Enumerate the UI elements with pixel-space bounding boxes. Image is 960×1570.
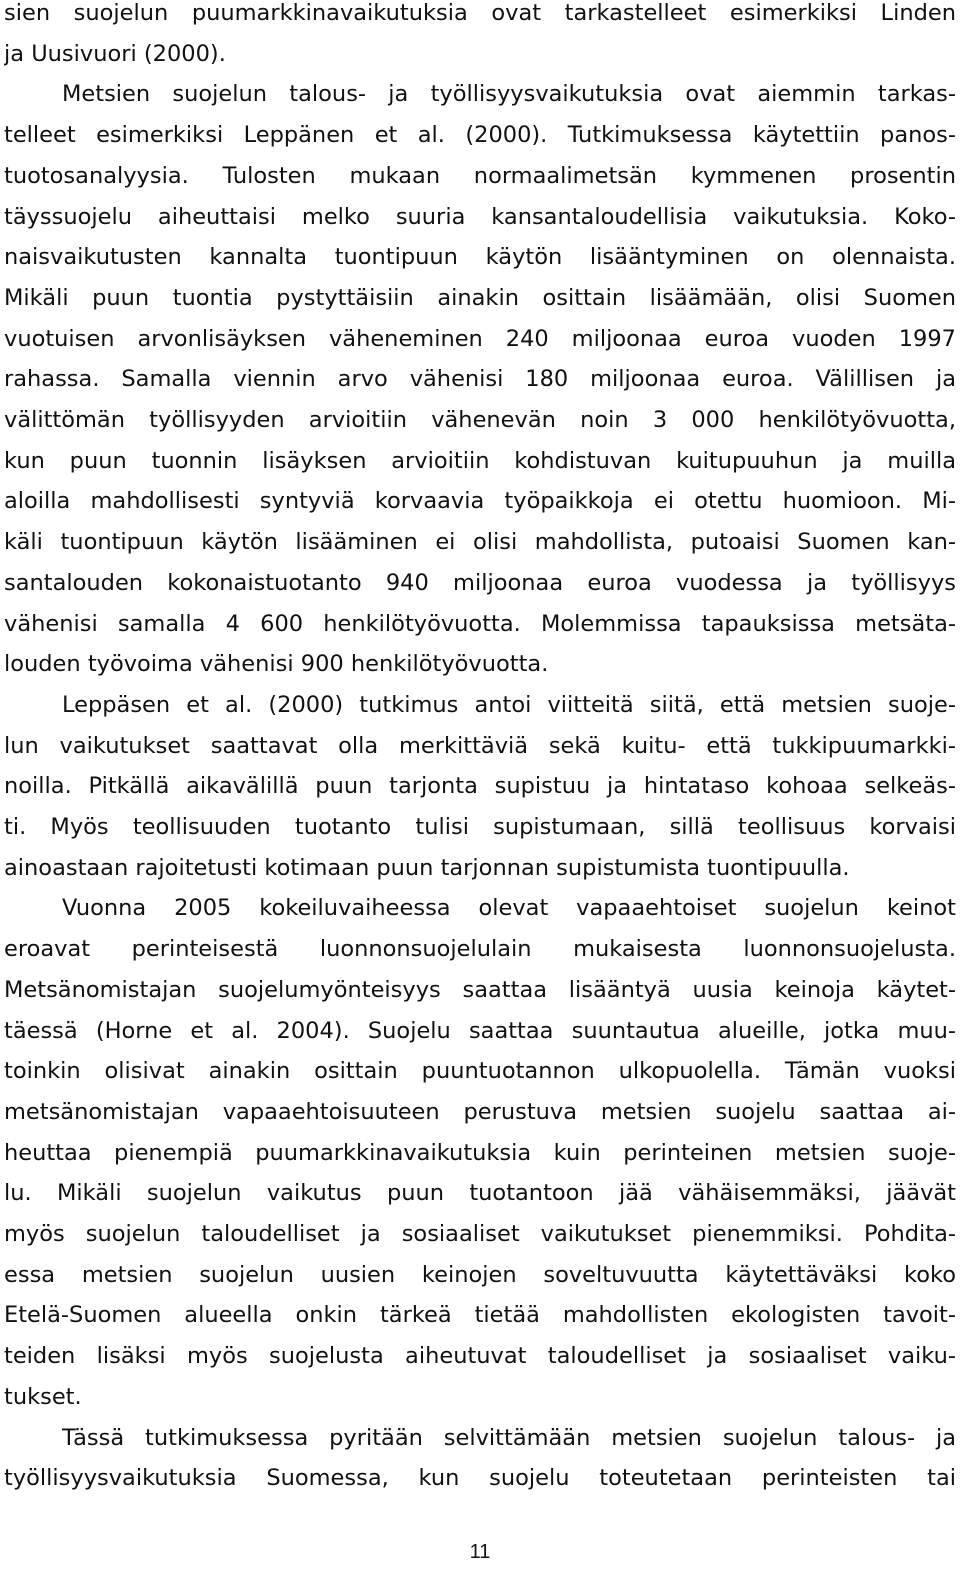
text-line: toinkin olisivat ainakin osittain puuntuotannon ulkopuolella. Tämän vuoksi [4, 1058, 956, 1085]
text-line: Metsänomistajan suojelumyönteisyys saattaa lisääntyä uusia keinoja käytet- [4, 976, 956, 1003]
text-line: välittömän työllisyyden arvioitiin vähenevän noin 3 000 henkilötyövuotta, [4, 407, 956, 433]
text-line: heuttaa pienempiä puumarkkinavaikutuksia kuin perinteinen metsien suoje- [4, 1139, 956, 1166]
text-line: noilla. Pitkällä aikavälillä puun tarjonta supistuu ja hintataso kohoaa selkeäs- [4, 773, 956, 800]
text-line: Metsien suojelun talous- ja työllisyysvaikutuksia ovat aiemmin tarkas- [62, 81, 956, 108]
text-line: lu. Mikäli suojelun vaikutus puun tuotantoon jää vähäisemmäksi, jäävät [4, 1180, 956, 1207]
text-line: eroavat perinteisestä luonnonsuojelulain mukaisesta luonnonsuojelusta. [4, 936, 956, 963]
text-line: täyssuojelu aiheuttaisi melko suuria kansantaloudellisia vaikutuksia. Koko- [4, 203, 956, 230]
text-line: telleet esimerkiksi Leppänen et al. (2000). Tutkimuksessa käytettiin panos- [4, 122, 956, 149]
text-line: kun puun tuonnin lisäyksen arvioitiin kohdistuvan kuitupuuhun ja muilla [4, 447, 956, 474]
text-line: metsänomistajan vapaaehtoisuuteen perustuva metsien suojelu saattaa ai- [4, 1098, 956, 1125]
text-line: tukset. [4, 1383, 82, 1410]
text-line: Tässä tutkimuksessa pyritään selvittämään metsien suojelun talous- ja [62, 1424, 956, 1451]
text-line: täessä (Horne et al. 2004). Suojelu saattaa suuntautua alueille, jotka muu- [4, 1017, 956, 1044]
text-line: Etelä-Suomen alueella onkin tärkeä tietää mahdollisten ekologisten tavoit- [4, 1302, 956, 1329]
text-line: naisvaikutusten kannalta tuontipuun käytön lisääntyminen on olennaista. [4, 244, 956, 271]
text-line: teiden lisäksi myös suojelusta aiheutuvat taloudelliset ja sosiaaliset vaiku- [4, 1343, 956, 1370]
text-line: aloilla mahdollisesti syntyviä korvaavia työpaikkoja ei otettu huomioon. Mi- [4, 488, 956, 515]
text-line: ainoastaan rajoitetusti kotimaan puun tarjonnan supistumista tuontipuulla. [4, 854, 850, 881]
text-line: essa metsien suojelun uusien keinojen soveltuvuutta käytettäväksi koko [4, 1261, 956, 1288]
text-line: vuotuisen arvonlisäyksen väheneminen 240 miljoonaa euroa vuoden 1997 [4, 325, 956, 352]
text-line: louden työvoima vähenisi 900 henkilötyövuotta. [4, 651, 549, 678]
text-line: käli tuontipuun käytön lisääminen ei olisi mahdollista, putoaisi Suomen kan- [4, 529, 956, 556]
text-line: santalouden kokonaistuotanto 940 miljoonaa euroa vuodessa ja työllisyys [4, 569, 956, 596]
text-line: ja Uusivuori (2000). [4, 40, 226, 67]
text-line: rahassa. Samalla viennin arvo vähenisi 180 miljoonaa euroa. Välillisen ja [4, 366, 956, 393]
page-number: 11 [469, 1541, 491, 1563]
text-line: tuotosanalyysia. Tulosten mukaan normaalimetsän kymmenen prosentin [4, 162, 956, 189]
text-line: Mikäli puun tuontia pystyttäisiin ainakin osittain lisäämään, olisi Suomen [4, 284, 956, 311]
text-line: sien suojelun puumarkkinavaikutuksia ovat tarkastelleet esimerkiksi Linden [4, 0, 956, 26]
text-line: lun vaikutukset saattavat olla merkittäviä sekä kuitu- että tukkipuumarkki- [4, 732, 956, 759]
text-line: myös suojelun taloudelliset ja sosiaaliset vaikutukset pienemmiksi. Pohdita- [4, 1221, 956, 1247]
text-line: työllisyysvaikutuksia Suomessa, kun suojelu toteutetaan perinteisten tai [4, 1465, 956, 1492]
text-line: Vuonna 2005 kokeiluvaiheessa olevat vapaaehtoiset suojelun keinot [62, 895, 956, 922]
text-line: Leppäsen et al. (2000) tutkimus antoi viitteitä siitä, että metsien suoje- [62, 691, 956, 718]
text-line: vähenisi samalla 4 600 henkilötyövuotta. Molemmissa tapauksissa metsäta- [4, 610, 956, 637]
text-line: ti. Myös teollisuuden tuotanto tulisi supistumaan, sillä teollisuus korvaisi [4, 814, 956, 840]
